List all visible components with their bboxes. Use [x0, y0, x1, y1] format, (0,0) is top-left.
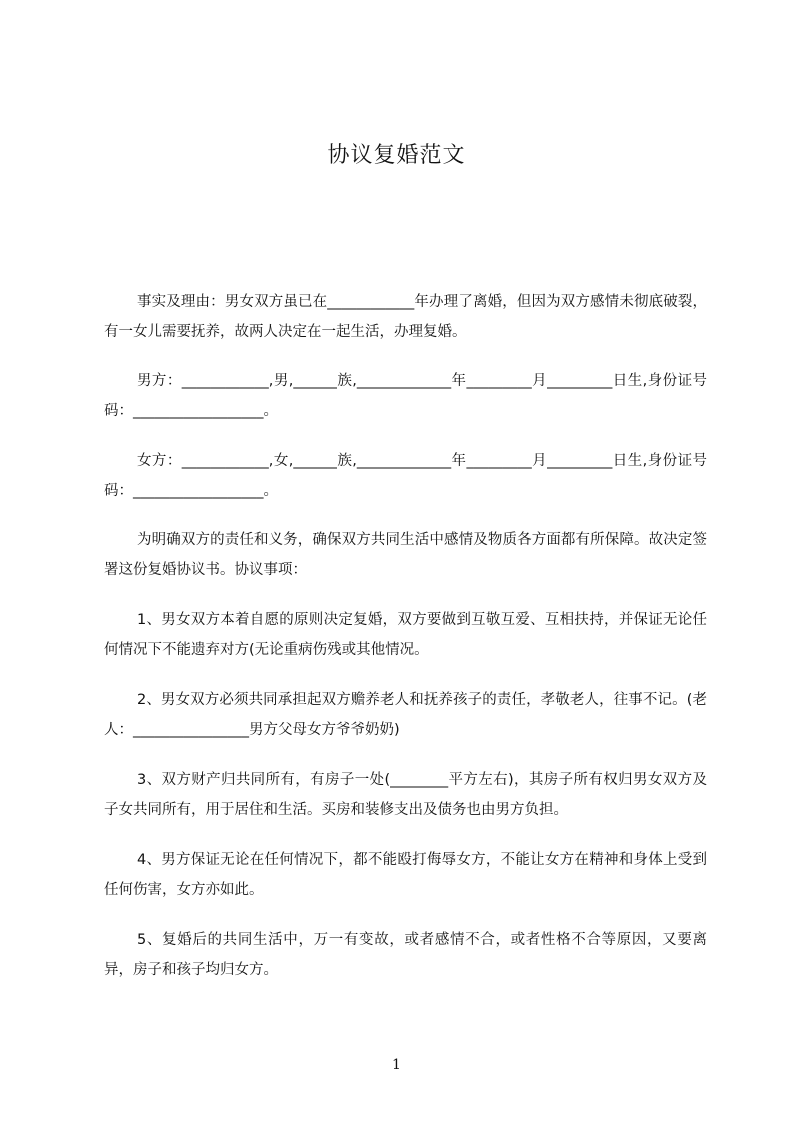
page-number: 1: [392, 1057, 401, 1073]
document-title: 协议复婚范文: [327, 143, 466, 168]
paragraph-husband-info: 男方：____________,男,______族,_____________年_________月_________日生,身份证号码：__________________。: [104, 373, 707, 419]
paragraph-item-3: 3、双方财产归共同所有，有房子一处(________平方左右)，其房子所有权归男女双方及子女共同所有，用于居住和生活。买房和装修支出及债务也由男方负担。: [104, 772, 707, 818]
paragraph-wife-info: 女方：____________,女,______族,_____________年_________月_________日生,身份证号码：__________________。: [104, 453, 707, 499]
paragraph-facts-and-reasons: 事实及理由：男女双方虽已在____________年办理了离婚，但因为双方感情未彻底破裂，有一女儿需要抚养，故两人决定在一起生活，办理复婚。: [104, 294, 707, 340]
paragraph-item-5: 5、复婚后的共同生活中，万一有变故，或者感情不合，或者性格不合等原因，又要离异，房子和孩子均归女方。: [104, 932, 707, 978]
paragraph-item-4: 4、男方保证无论在任何情况下，都不能殴打侮辱女方，不能让女方在精神和身体上受到任何伤害，女方亦如此。: [104, 852, 707, 898]
paragraph-item-1: 1、男女双方本着自愿的原则决定复婚，双方要做到互敬互爱、互相扶持，并保证无论任何情况下不能遗弃对方(无论重病伤残或其他情况。: [104, 612, 707, 658]
paragraph-purpose: 为明确双方的责任和义务，确保双方共同生活中感情及物质各方面都有所保障。故决定签署这份复婚协议书。协议事项：: [104, 532, 707, 578]
paragraph-item-2: 2、男女双方必须共同承担起双方赡养老人和抚养孩子的责任，孝敬老人，往事不记。(老人：________________男方父母女方爷爷奶奶): [104, 692, 707, 738]
